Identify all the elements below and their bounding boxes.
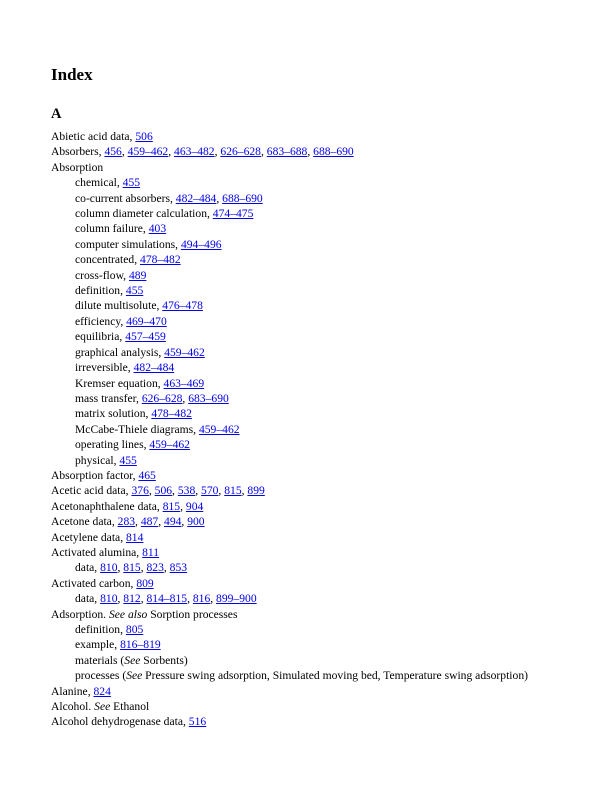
page-reference-link[interactable]: 810: [100, 592, 118, 606]
index-subentry: [51, 268, 604, 283]
page-reference-link[interactable]: 626–628: [220, 145, 261, 159]
entry-text: McCabe-Thiele diagrams,: [75, 422, 199, 436]
entry-text: irreversible,: [75, 361, 134, 375]
page-reference-link[interactable]: 459–462: [198, 422, 240, 436]
page-reference-link[interactable]: 463–482: [174, 145, 215, 159]
entry-text: Acetone data,: [51, 515, 118, 529]
entry-text: ,: [214, 145, 221, 159]
entry-text: ,: [195, 484, 202, 498]
index-subentry: [51, 406, 604, 421]
entry-text: ,: [241, 484, 248, 498]
page-reference-link[interactable]: 810: [100, 561, 118, 575]
index-subentry: [51, 622, 604, 637]
index-entry: [51, 530, 604, 545]
entry-text: Alanine,: [51, 684, 94, 698]
entry-text: column diameter calculation,: [75, 207, 213, 221]
page-reference-link[interactable]: 455: [122, 176, 141, 190]
entry-text: ,: [216, 191, 223, 205]
entry-text: Activated carbon,: [51, 576, 137, 590]
index-page: [51, 64, 604, 730]
page-reference-link[interactable]: 465: [138, 468, 156, 482]
entry-text: graphical analysis,: [75, 345, 165, 359]
index-entry: [51, 499, 604, 514]
page-reference-link[interactable]: 814: [126, 530, 144, 544]
page-reference-link[interactable]: 688–690: [313, 145, 354, 159]
page-reference-link[interactable]: 494: [164, 515, 182, 529]
entry-text: cross-flow,: [75, 268, 129, 282]
page-reference-link[interactable]: 506: [135, 130, 153, 143]
index-subentry: [51, 637, 604, 652]
entry-text: definition,: [75, 623, 126, 636]
index-entry: [51, 714, 604, 729]
entry-text: ,: [187, 592, 193, 606]
page-reference-link[interactable]: 816–819: [120, 638, 161, 652]
page-reference-link[interactable]: 476–478: [162, 299, 203, 313]
page-reference-link[interactable]: 683–690: [188, 391, 229, 405]
entry-text: computer simulations,: [75, 237, 181, 251]
entry-text: ,: [172, 484, 178, 498]
entry-text: mass transfer,: [75, 391, 142, 405]
entry-text: ,: [180, 499, 186, 513]
entry-text: ,: [182, 391, 189, 405]
index-subentry: [51, 653, 604, 668]
page-reference-link[interactable]: 455: [125, 284, 144, 298]
index-subentry: [51, 175, 604, 190]
page-reference-link[interactable]: 811: [142, 545, 160, 559]
entry-text: Absorption: [51, 160, 104, 174]
page-reference-link[interactable]: 815: [224, 484, 242, 498]
page-reference-link[interactable]: 459–462: [149, 438, 190, 452]
page-reference-link[interactable]: 812: [123, 592, 141, 606]
entry-text: column failure,: [75, 222, 149, 236]
page-reference-link[interactable]: 904: [185, 499, 204, 513]
entry-text: chemical,: [75, 176, 123, 190]
index-entry: [51, 545, 604, 560]
page-reference-link[interactable]: 815: [162, 499, 181, 513]
entry-text: Absorbers,: [51, 145, 105, 159]
page-reference-link[interactable]: 823: [146, 561, 164, 575]
page-reference-link[interactable]: 283: [117, 515, 136, 529]
index-subentry: [51, 237, 604, 252]
entry-text: Activated alumina,: [51, 545, 143, 559]
entry-text: ,: [140, 592, 147, 606]
entry-text: concentrated,: [75, 253, 141, 267]
entry-text: example,: [75, 638, 121, 652]
index-subentry: [51, 298, 604, 313]
index-subentry: [51, 360, 604, 375]
entry-text: processes (: [75, 669, 127, 683]
page-reference-link[interactable]: 474–475: [212, 207, 254, 221]
page-reference-link[interactable]: 815: [123, 561, 141, 575]
page-reference-link[interactable]: 538: [177, 484, 196, 498]
page-reference-link[interactable]: 487: [140, 515, 159, 529]
page-reference-link[interactable]: 457–459: [125, 330, 166, 344]
page-reference-link[interactable]: 482–484: [175, 191, 217, 205]
entry-text: Pressure swing adsorption, Simulated moving bed, Temperature swing adsorption): [142, 669, 528, 683]
index-entry: [51, 576, 604, 591]
index-subentry: [51, 191, 604, 206]
page-reference-link[interactable]: 494–496: [180, 237, 222, 251]
entry-text: Abietic acid data,: [51, 130, 136, 143]
page-reference-link[interactable]: 688–690: [222, 191, 263, 205]
index-subentry: [51, 560, 604, 575]
index-subentry: [51, 345, 604, 360]
entry-text: ,: [163, 561, 170, 575]
entry-text: Absorption factor,: [51, 468, 139, 482]
page-reference-link[interactable]: 816: [192, 592, 211, 606]
index-entry-list: [51, 129, 604, 730]
index-subentry: [51, 314, 604, 329]
index-entry: [51, 514, 604, 529]
entry-text: co-current absorbers,: [75, 191, 176, 205]
entry-text: Kremser equation,: [75, 376, 164, 390]
entry-text: matrix solution,: [75, 407, 152, 421]
index-subentry: [51, 453, 604, 468]
page-reference-link[interactable]: 805: [125, 623, 144, 636]
page-reference-link[interactable]: 809: [136, 576, 154, 590]
page-reference-link[interactable]: 516: [188, 715, 207, 729]
entry-text: Acetylene data,: [51, 530, 126, 544]
entry-text: Alcohol dehydrogenase data,: [51, 715, 189, 729]
entry-text: operating lines,: [75, 438, 150, 452]
page-reference-link[interactable]: 478–482: [140, 253, 181, 267]
entry-text: materials (: [75, 653, 125, 667]
index-subentry: [51, 283, 604, 298]
page-reference-link[interactable]: 683–688: [266, 145, 308, 159]
entry-text: Sorbents): [140, 653, 188, 667]
entry-text: ,: [148, 484, 155, 498]
see-reference-label: See: [126, 669, 143, 683]
page-reference-link[interactable]: 482–484: [133, 361, 175, 375]
index-subentry: [51, 376, 604, 391]
entry-text: Ethanol: [110, 700, 150, 714]
page-reference-link[interactable]: 899–900: [216, 592, 257, 606]
page-title: Index: [51, 65, 93, 84]
index-subentry: [51, 422, 604, 437]
see-reference-label: See: [124, 653, 141, 667]
index-subentry: [51, 206, 604, 221]
see-reference-label: See also: [108, 607, 148, 621]
page-reference-link[interactable]: 469–470: [126, 314, 167, 328]
entry-text: ,: [218, 484, 225, 498]
page-reference-link[interactable]: 899: [247, 484, 265, 498]
page-reference-link[interactable]: 900: [187, 515, 205, 529]
entry-text: ,: [168, 145, 175, 159]
entry-text: Acetonaphthalene data,: [51, 499, 163, 513]
page-reference-link[interactable]: 626–628: [141, 391, 183, 405]
entry-text: physical,: [75, 453, 120, 467]
page-reference-link[interactable]: 456: [104, 145, 122, 159]
entry-text: data,: [75, 592, 101, 606]
entry-text: ,: [117, 561, 124, 575]
page-reference-link[interactable]: 506: [154, 484, 173, 498]
entry-text: ,: [121, 145, 128, 159]
page-reference-link[interactable]: 489: [128, 268, 147, 282]
index-subentry: [51, 591, 604, 606]
page-reference-link[interactable]: 824: [93, 684, 111, 698]
page-reference-link[interactable]: 570: [201, 484, 219, 498]
entry-text: data,: [75, 561, 101, 575]
entry-text: ,: [307, 145, 314, 159]
entry-text: ,: [135, 515, 141, 529]
entry-text: definition,: [75, 284, 126, 298]
entry-text: ,: [210, 592, 217, 606]
entry-text: Adsorption.: [51, 607, 109, 621]
index-entry: [51, 144, 604, 159]
entry-text: equilibria,: [75, 330, 126, 344]
index-entry: [51, 483, 604, 498]
entry-text: Alcohol.: [51, 700, 95, 714]
entry-text: ,: [117, 592, 124, 606]
section-letter-heading: A: [51, 106, 62, 122]
index-subentry: [51, 221, 604, 236]
page-reference-link[interactable]: 853: [169, 561, 188, 575]
entry-text: Acetic acid data,: [51, 484, 132, 498]
index-entry: [51, 129, 604, 144]
index-entry: [51, 468, 604, 483]
page-reference-link[interactable]: 463–469: [163, 376, 205, 390]
see-reference-label: See: [94, 700, 111, 714]
index-subentry: [51, 252, 604, 267]
entry-text: efficiency,: [75, 314, 127, 328]
page-reference-link[interactable]: 455: [119, 453, 137, 467]
page-reference-link[interactable]: 459–462: [164, 345, 205, 359]
entry-text: ,: [181, 515, 188, 529]
index-subentry: [51, 329, 604, 344]
page-reference-link[interactable]: 814–815: [146, 592, 188, 606]
page-reference-link[interactable]: 459–462: [127, 145, 169, 159]
page-reference-link[interactable]: 478–482: [151, 407, 192, 421]
index-entry: [51, 684, 604, 699]
index-subentry: [51, 437, 604, 452]
page-reference-link[interactable]: 403: [148, 222, 167, 236]
index-subentry: [51, 391, 604, 406]
index-entry: [51, 607, 604, 622]
entry-text: ,: [260, 145, 267, 159]
index-entry: [51, 699, 604, 714]
entry-text: ,: [140, 561, 147, 575]
entry-text: dilute multisolute,: [75, 299, 163, 313]
page-reference-link[interactable]: 376: [131, 484, 149, 498]
entry-text: ,: [158, 515, 165, 529]
index-subentry: [51, 668, 604, 683]
entry-text: Sorption processes: [147, 607, 238, 621]
index-entry: [51, 160, 604, 175]
